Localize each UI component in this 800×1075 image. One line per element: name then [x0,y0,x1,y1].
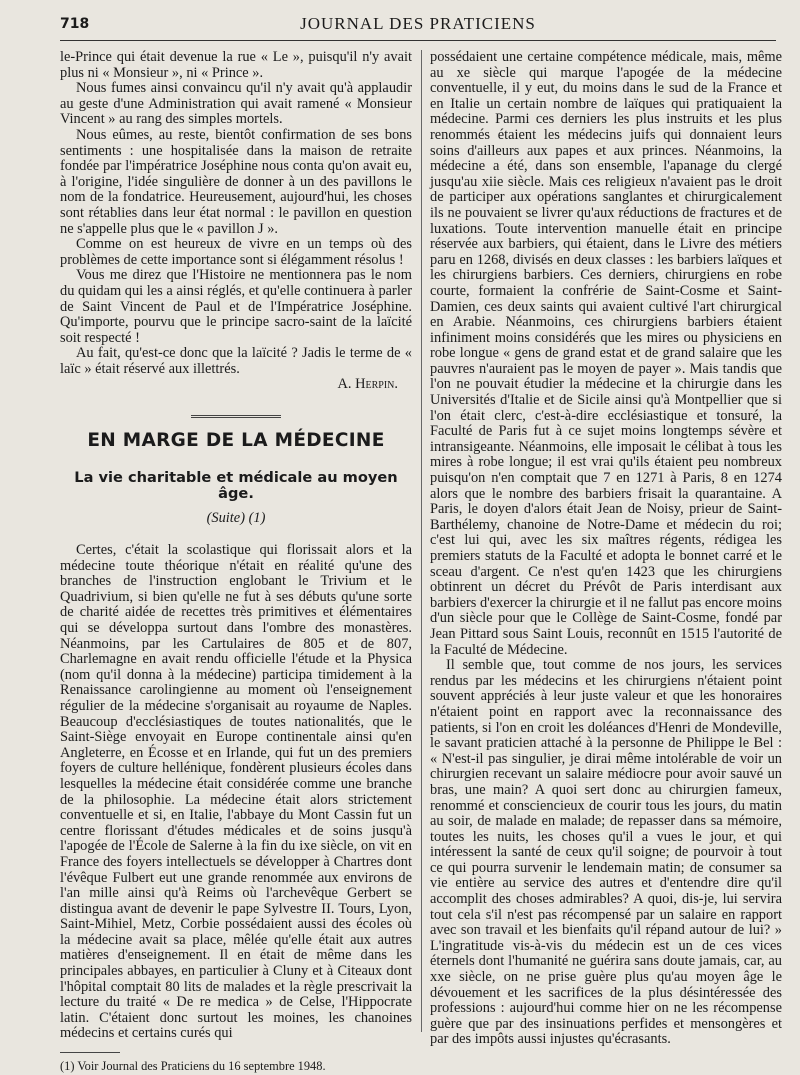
section-heading: EN MARGE DE LA MÉDECINE [87,429,385,451]
left-column [60,49,412,1074]
footnote: (1) Voir Journal des Praticiens du 16 septembre 1948. [60,1059,326,1074]
author-name: A. Herpin. [337,376,398,393]
paragraph: Nous fumes ainsi convaincu qu'il n'y avait qu'à applaudir au geste d'une Administration qui avait ramené « Monsieur Vincent » au rang des simples mortels. [60,80,412,128]
page-header [60,14,776,41]
paragraph: Certes, c'était la scolastique qui florissait alors et la médecine toute théorique n'était en réalité qu'une des branches de l'instruction englobant le Trivium et le Quadrivium, si bien qu'elle ne fut à ses débuts qu'une sorte de charité aidée de recettes très primitives et élémentaires qui se développa surtout dans l'ombre des monastères. Néanmoins, par les Cartulaires de 805 et de 807, Charlemagne en avait rendu officielle l'étude et la Physica (nom qu'il donna à la médecine) participa timidement à la Renaissance carolingienne au moment où l'enseignement régulier de la médecine s'organisait au royaume de Naples. Beaucoup d'ecclésiastiques de toutes nationalités, que le Saint-Siège envoyait en Europe continentale ainsi qu'en Angleterre, en Écosse et en Irlande, qui fut un des premiers foyers de culture hellénique, fondèrent plusieurs écoles dans lesquelles la médecine était considérée comme une branche de la philosophie. La médecine était alors strictement conventuelle et si, en Italie, l'abbaye du Mont Cassin fut un centre florissant d'études médicales et de soins jusqu'à l'apogée de l'École de Salerne à la fin du ixe siècle, on vit en France des foyers intellectuels se développer à Chartres dont l'évêque Fulbert eut une grande renommée aux environs de l'an mille ainsi qu'à Reims où l'archevêque Gerbert se distingua avant de devenir le pape Sylvestre II. Tours, Lyon, Saint-Mihiel, Metz, Corbie possédaient aussi des écoles où la médecine avait sa place, mêlée qu'elle était aux autres matières d'enseignement. Il en était de même dans les principales abbayes, en particulier à Cluny et à Citeaux dont l'hôpital comptait 80 lits de malades et la règle prescrivait la lecture du traité « De re medica » de Celse, l'Hippocrate latin. C'étaient donc surtout les moines, les chanoines médecins et certains curés qui [60,542,412,1042]
right-column [430,49,782,1048]
journal-title: JOURNAL DES PRATICIENS [300,14,536,33]
section-rule [60,407,412,423]
paragraph: Nous eûmes, au reste, bientôt confirmation de ses bons sentiments : une hospitalisée dans la maison de retraite fondée par l'impératrice Joséphine nous conta qu'on avait eu, à l'origine, l'idée singulière de donner à un des pavillons le nom de la fondatrice. Heureusement, aujourd'hui, les choses sont rétablies dans leur état normal : le pavillon en question ne s'appelle plus que le « pavillon J ». [60,126,412,237]
paragraph: le-Prince qui était devenue la rue « Le », puisqu'il n'y avait plus ni « Monsieur », ni « Prince ». [60,49,412,81]
author-signature [60,377,412,393]
column-divider [421,50,422,1032]
paragraph: Au fait, qu'est-ce donc que la laïcité ? Jadis le terme de « laïc » était réservé aux illettrés. [60,345,412,377]
footnote-rule [60,1052,120,1053]
paragraph: Vous me direz que l'Histoire ne mentionnera pas le nom du quidam qui les a ainsi réglés, et qu'elle continuera à parler de Saint Vincent de Paul et de l'Impératrice Joséphine. Qu'importe, pourvu que le principe sacro-saint de la laïcité soit respecté ! [60,267,412,346]
paragraph: Comme on est heureux de vivre en un temps où des problèmes de cette importance sont si élégamment résolus ! [60,236,412,268]
article-subtitle: (Suite) (1) [206,510,266,527]
article-title: La vie charitable et médicale au moyen âge. [74,469,398,502]
paragraph: Il semble que, tout comme de nos jours, les services rendus par les médecins et les chirurgiens n'étaient point souvent appréciés à leur juste valeur et que les honoraires n'étaient point en rapport avec la reconnaissance des patients, si l'on en croit les doléances d'Henri de Mondeville, le savant praticien attaché à la personne de Philippe le Bel : « N'est-il pas singulier, je dirai même intolérable de voir un chirurgien recevant un salaire médiocre pour avoir sauvé un bras, une main? A quoi sert donc au chirurgien fameux, renommé et consciencieux de courir tous les jours, du matin au soir, de malade en malade; de repasser dans sa mémoire, toutes les nuits, les choses qu'il a vues le jour, et qui intéressent la santé de ceux qu'il soigne; de pourvoir à tout ce qui pourra survenir le lendemain matin; de consumer sa vie entière au service des autres et d'entendre dire qu'il accomplit des choses admirables? A quoi, dis-je, lui servira tout cela s'il n'est pas récompensé par un salaire en rapport avec son travail et les bienfaits qu'il répand autour de lui? » L'ingratitude vis-à-vis du médecin est un de ces vices éternels dont l'humanité ne guérira sans doute jamais, car, au xxe siècle, on ne prise guère plus qu'au moyen âge le dévouement et les sacrifices de la plus désintéressée des professions : aujourd'hui comme hier on ne les récompense guère que par des insinuations perfides et mensongères et par des impôts aussi injustes qu'écrasants. [430,657,782,1048]
paragraph: possédaient une certaine compétence médicale, mais, même au xe siècle qui marque l'apogée de la médecine conventuelle, il y eut, du moins dans le sud de la France et en Italie un certain nombre de laïques qui pratiquaient la médecine. Parmi ces derniers les plus instruits et les plus renommés étaient les médecins juifs qui donnaient leurs soins d'ailleurs aux papes et aux princes. Néanmoins, la médecine a été, dans son ensemble, l'apanage du clergé jusqu'au xiie siècle. Mais ces religieux n'avaient pas le droit de participer aux opérations sanglantes et chirurgicalement ils ne pouvaient se livrer qu'aux réductions de fractures et de luxations. Toute intervention manuelle était en principe réservée aux barbiers, qui étaient, dans le Livre des métiers paru en 1268, divisés en deux classes : les barbiers laïques et les chirurgiens barbiers. Ces derniers, chirurgiens en robe courte, formaient la confrérie de Saint-Cosme et Saint-Damien, ces deux saints qui avaient cultivé l'art chirurgical en Arabie. Néanmoins, ces chirurgiens barbiers étaient infiniment moins considérés que les mires ou physiciens en robe longue « gens de grand estat et de grand salaire que les pauvres n'auraient pas le moyen de payer ». Mais tandis que l'on ne pouvait étudier la médecine et la chirurgie dans les Universités d'Italie et de Sicile ainsi qu'à Montpellier que si l'on était clerc, c'est-à-dire ecclésiastique et tonsuré, la Faculté de Paris fut à ce sujet moins longtemps sévère et intransigeante. Néanmoins, elle imposait le célibat à tous les mires à robe longue; il est vrai qu'ils étaient peu nombreux puisqu'on n'en comptait que 7 en 1271 à Paris, 8 en 1274 alors que le nombre des barbiers frisait la quarantaine. A Paris, le doyen d'alors était Jean de Noisy, prieur de Saint-Barthélemy, chanoine de Notre-Dame et médecin du roi; c'est lui qui, avec les six maîtres régents, rédigea les premiers statuts de la Faculté et adopta le bonnet carré et le sceau d'argent. Ce n'est qu'en 1423 que les chirurgiens obtinrent un décret du Prévôt de Paris interdisant aux barbiers d'exercer la chirurgie et il ne fallut pas encore moins d'un siècle pour que le Collège de Saint-Cosme, fondé par Jean Pittard sous Saint Louis, reconnût en 1515 l'autorité de la Faculté de Médecine. [430,49,782,658]
page-number: 718 [60,16,90,32]
